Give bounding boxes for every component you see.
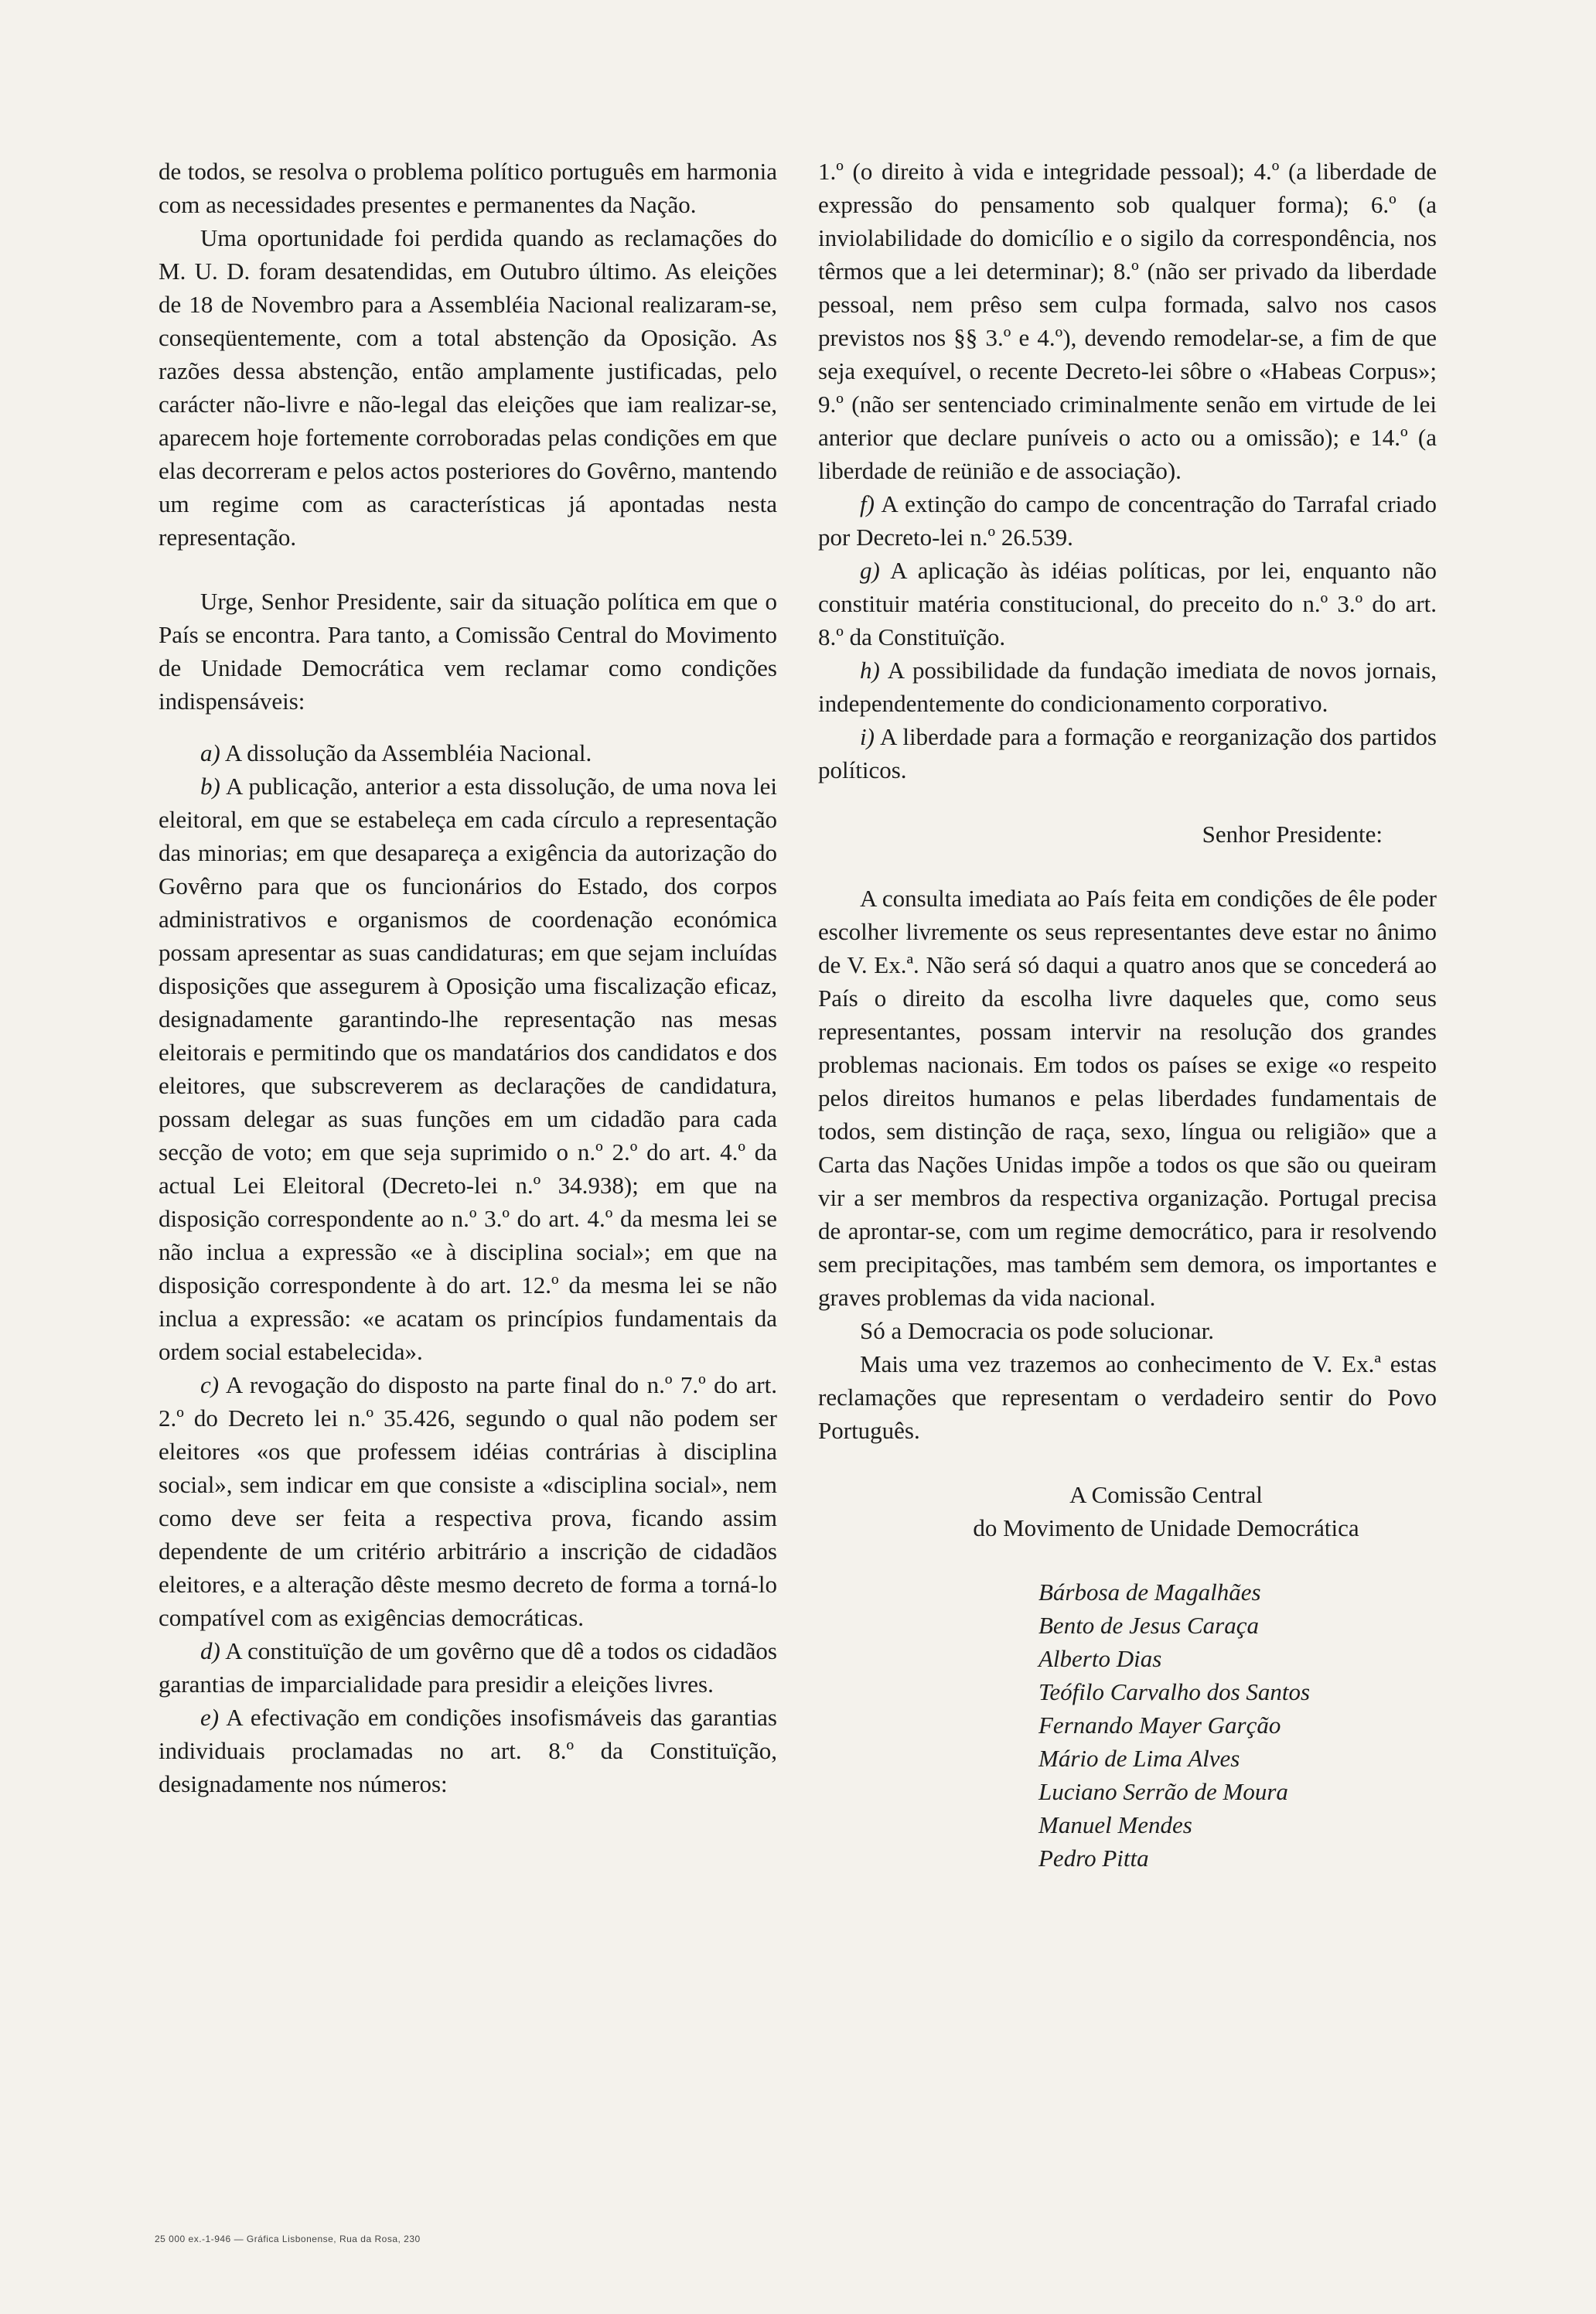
paragraph: A consulta imediata ao País feita em condições de êle poder escolher livremente os seus representantes deve estar no ânimo de V. Ex.ª. Não será só daqui a quatro anos que se concederá ao País o direito da escolha livre daqueles que, como seus representantes, possam intervir na resolução dos grandes problemas nacionais. Em todos os países se exige «o respeito pelos direitos humanos e pelas liberdades fundamentais de todos, sem distinção de raça, sexo, língua ou religião» que a Carta das Nações Unidas impõe a todos os que são ou queiram vir a ser membros da respectiva organização. Portugal precisa de aprontar-se, com um regime democrático, para ir resolvendo sem precipitações, mas também sem demora, os importantes e graves problemas da vida nacional.	[818, 885, 1437, 1311]
salutation: Senhor Presidente:	[1202, 821, 1383, 848]
item-letter: e)	[200, 1704, 220, 1731]
right-column-body	[818, 155, 1437, 1575]
signature-name: Teófilo Carvalho dos Santos	[1038, 1678, 1311, 1705]
item-letter: b)	[200, 773, 220, 800]
signature-name: Pedro Pitta	[1038, 1845, 1149, 1872]
paragraph: 1.º (o direito à vida e integridade pessoal); 4.º (a liberdade de expressão do pensamento sob qualquer forma); 6.º (a inviolabilidade do domicílio e o sigilo da correspondência, nos têrmos que a lei determinar); 8.º (não ser privado da liberdade pessoal, nem prêso sem culpa formada, salvo nos casos previstos nos §§ 3.º e 4.º), devendo remodelar-se, a fim de que seja exequível, o recente Decreto-lei sôbre o «Habeas Corpus»; 9.º (não ser sentenciado criminalmente senão em virtude de lei anterior que declare puníveis o acto ou a omissão); e 14.º (a liberdade de reünião e de associação).	[818, 158, 1437, 484]
spacer	[159, 554, 777, 585]
right-column	[818, 155, 1437, 1875]
signature-name: Bento de Jesus Caraça	[1038, 1612, 1259, 1639]
demand-item	[818, 720, 1437, 787]
item-letter: h)	[860, 657, 880, 684]
paragraph: Mais uma vez trazemos ao conhecimento de V. Ex.ª estas reclamações que representam o verdadeiro sentir do Povo Português.	[818, 1350, 1437, 1444]
paragraph: de todos, se resolva o problema político português em harmonia com as necessidades presentes e permanentes da Nação.	[159, 158, 777, 218]
demand-item	[159, 770, 777, 1368]
spacer	[818, 1447, 1437, 1478]
paragraph: Só a Democracia os pode solucionar.	[860, 1317, 1214, 1344]
item-text: A liberdade para a formação e reorganização dos partidos políticos.	[818, 723, 1437, 783]
signature-name: Alberto Dias	[1038, 1645, 1162, 1672]
signature-name: Fernando Mayer Garção	[1038, 1712, 1281, 1739]
item-text: A publicação, anterior a esta dissolução, de uma nova lei eleitoral, em que se estabeleça em cada círculo a representação das minorias; em que desapareça a exigência da autorização do Govêrno para que os funcionários do Estado, dos corpos administrativos e organismos de coordenação económica possam apresentar as suas candidaturas; em que sejam incluídas disposições que assegurem à Oposição uma fiscalização eficaz, designadamente garantindo-lhe representação nas mesas eleitorais e permitindo que os mandatários dos candidatos e dos eleitores, que subscreverem as declarações de candidatura, possam delegar as suas funções em um cidadão para cada secção de voto; em que seja suprimido o n.º 2.º do art. 4.º da actual Lei Eleitoral (Decreto-lei n.º 34.938); em que na disposição correspondente ao n.º 3.º do art. 4.º da mesma lei se não inclua a expressão «e à disciplina social»; em que na disposição correspondente à do art. 12.º da mesma lei se não inclua a expressão: «e acatam os princípios fundamentais da ordem social estabelecida».	[159, 773, 777, 1365]
demand-item	[818, 554, 1437, 654]
paragraph: Uma oportunidade foi perdida quando as reclamações do M. U. D. foram desatendidas, em Outubro último. As eleições de 18 de Novembro para a Assembléia Nacional realizaram-se, conseqüentemente, com a total abstenção da Oposição. As razões dessa abstenção, então amplamente justificadas, pelo carácter não-livre e não-legal das eleições que iam realizar-se, aparecem hoje fortemente corroboradas pelas condições em que elas decorreram e pelos actos posteriores do Govêrno, mantendo um regime com as características já apontadas nesta representação.	[159, 224, 777, 551]
demand-item	[818, 654, 1437, 720]
item-letter: i)	[860, 723, 875, 750]
item-text: A dissolução da Assembléia Nacional.	[224, 739, 592, 766]
spacer	[159, 718, 777, 736]
signature-name: Mário de Lima Alves	[1038, 1745, 1240, 1772]
signature-name: Manuel Mendes	[1038, 1811, 1192, 1838]
left-column	[159, 155, 777, 1800]
item-letter: d)	[200, 1637, 220, 1664]
spacer	[818, 1544, 1437, 1575]
item-letter: f)	[860, 490, 875, 517]
item-text: A revogação do disposto na parte final do n.º 7.º do art. 2.º do Decreto lei n.º 35.426, segundo o qual não podem ser eleitores «os que professem idéias contrárias à disciplina social», sem indicar em que consiste a «disciplina social», nem como deve ser feita a respectiva prova, ficando assim dependente de um critério arbitrário a inscrição de cidadãos eleitores, e a alteração dêste mesmo decreto de forma a torná-lo compatível com as exigências democráticas.	[159, 1371, 777, 1631]
signature-name: Bárbosa de Magalhães	[1038, 1579, 1261, 1606]
spacer	[818, 851, 1437, 882]
item-letter: a)	[200, 739, 220, 766]
signoff-line: do Movimento de Unidade Democrática	[973, 1514, 1359, 1541]
signature-name: Luciano Serrão de Moura	[1038, 1778, 1288, 1805]
demand-item	[159, 736, 777, 770]
item-text: A efectivação em condições insofismáveis das garantias individuais proclamadas no art. 8.º da Constituïção, designadamente nos números:	[159, 1704, 778, 1797]
item-text: A extinção do campo de concentração do Tarrafal criado por Decreto-lei n.º 26.539.	[818, 490, 1437, 551]
demand-item	[818, 487, 1437, 554]
demand-item	[159, 1368, 777, 1634]
signature-list	[1038, 1575, 1437, 1875]
demand-item	[159, 1701, 777, 1800]
signoff-line: A Comissão Central	[1069, 1481, 1263, 1508]
printer-imprint: 25 000 ex.-1-946 — Gráfica Lisbonense, Rua da Rosa, 230	[155, 2234, 421, 2244]
item-text: A constituïção de um govêrno que dê a todos os cidadãos garantias de imparcialidade para presidir a eleições livres.	[159, 1637, 777, 1698]
spacer	[818, 787, 1437, 817]
paragraph: Urge, Senhor Presidente, sair da situação política em que o País se encontra. Para tanto, a Comissão Central do Movimento de Unidade Democrática vem reclamar como condições indispensáveis:	[159, 588, 777, 715]
item-letter: g)	[860, 557, 880, 584]
demand-item	[159, 1634, 777, 1701]
item-text: A aplicação às idéias políticas, por lei, enquanto não constituir matéria constitucional, do preceito do n.º 3.º do art. 8.º da Constituïção.	[818, 557, 1437, 650]
item-text: A possibilidade da fundação imediata de novos jornais, independentemente do condicionamento corporativo.	[818, 657, 1437, 717]
item-letter: c)	[200, 1371, 220, 1398]
